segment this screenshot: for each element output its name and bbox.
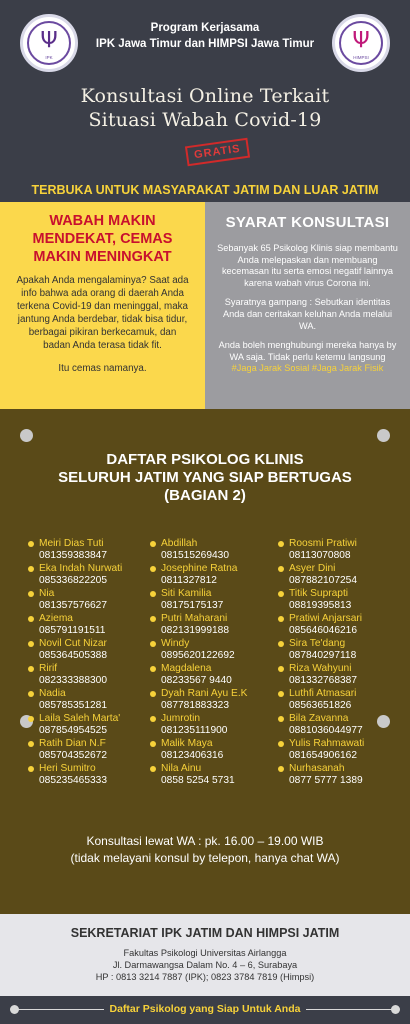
psychologist-name: Nadia — [39, 688, 66, 699]
list-item — [278, 588, 364, 613]
footer — [0, 914, 410, 996]
phone-number: 0811327812 — [161, 575, 217, 586]
psychologist-name: Windy — [161, 638, 190, 649]
anxiety-body: Apakah Anda mengalaminya? Saat ada info bahwa ada orang di daerah Anda terkena Covid-19 dan meninggal, maka jantung Anda berdebar, tidak bisa tidur, berbagai pikiran berkecamuk, dan badan Anda terasa tidak fit. — [16, 275, 189, 351]
psychologist-name: Nila Ainu — [161, 763, 202, 774]
psychologist-name: Dyah Rani Ayu E.K — [161, 688, 248, 699]
list-item — [278, 763, 364, 788]
phone-number: 087854954525 — [39, 725, 107, 736]
list-item — [28, 713, 122, 738]
ipk-logo — [20, 14, 78, 72]
phone-number: 0895620122692 — [161, 650, 235, 661]
list-item — [28, 638, 122, 663]
list-item — [278, 563, 364, 588]
list-item — [28, 563, 122, 588]
psychologist-name: Riza Wahyuni — [289, 663, 352, 674]
phone-number: 081515269430 — [161, 550, 229, 561]
psychologist-name: Eka Indah Nurwati — [39, 563, 123, 574]
list-item — [28, 738, 122, 763]
list-item — [278, 638, 364, 663]
page-title: Konsultasi Online Terkait Situasi Wabah Covid-19 — [80, 85, 330, 131]
phone-number: 081235111900 — [161, 725, 228, 736]
list-item — [150, 638, 247, 663]
phone-number: 08175175137 — [161, 600, 224, 611]
anxiety-title: WABAH MAKIN MENDEKAT, CEMAS MAKIN MENINGKAT — [32, 213, 173, 265]
psychologist-name: Magdalena — [161, 663, 212, 674]
phone-number: 0881036044977 — [289, 725, 363, 736]
audience-banner: TERBUKA UNTUK MASYARAKAT JATIM DAN LUAR JATIM — [31, 183, 379, 197]
psychologist-name: Sira Te'dang — [289, 638, 346, 649]
phone-number: 085704352672 — [39, 750, 107, 761]
list-item — [28, 663, 122, 688]
psi-icon: Ψ — [40, 28, 58, 54]
list-item — [150, 613, 247, 638]
psychologist-name: Malik Maya — [161, 738, 213, 749]
list-item — [278, 688, 364, 713]
phone-number: 085336822205 — [39, 575, 107, 586]
phone-number: 081357576627 — [39, 600, 107, 611]
decor-dot — [377, 715, 390, 728]
psychologist-name: Laila Saleh Marta' — [39, 713, 121, 724]
list-item — [150, 713, 247, 738]
phone-number: 081359383847 — [39, 550, 107, 561]
psychologist-name: Abdillah — [161, 538, 198, 549]
list-item — [150, 563, 247, 588]
psychologist-name: Nia — [39, 588, 55, 599]
list-item — [150, 763, 247, 788]
decor-dot — [20, 429, 33, 442]
phone-number: 085235465333 — [39, 775, 107, 786]
psychologist-name: Luthfi Atmasari — [289, 688, 357, 699]
list-item — [28, 538, 122, 563]
phone-number: 08123406316 — [161, 750, 224, 761]
phone-number: 087840297118 — [289, 650, 357, 661]
phone-number: 0877 5777 1389 — [289, 775, 363, 786]
hashtags: #Jaga Jarak Sosial #Jaga Jarak Fisik — [231, 363, 384, 374]
phone-number: 0858 5254 5731 — [161, 775, 235, 786]
phone-number: 085646046216 — [289, 625, 357, 636]
requirements-p1: Sebanyak 65 Psikolog Klinis siap membantu Anda melepaskan dan membuang kecemasan itu serta emosi negatif lainnya karena wabah virus Corona ini. — [217, 243, 398, 288]
list-column-1 — [28, 538, 122, 788]
phone-number: 085791191511 — [39, 625, 106, 636]
phone-number: 082333388300 — [39, 675, 107, 686]
psychologist-name: Nurhasanah — [289, 763, 345, 774]
anxiety-closing: Itu cemas namanya. — [58, 363, 147, 374]
list-item — [150, 538, 247, 563]
bottom-bar — [0, 996, 410, 1024]
ipk-logo-text: IPK — [45, 55, 53, 60]
phone-number: 08113070808 — [289, 550, 351, 561]
requirements-title: SYARAT KONSULTASI — [225, 214, 390, 231]
himpsi-logo — [332, 14, 390, 72]
psychologist-name: Putri Maharani — [161, 613, 228, 624]
psychologist-name: Josephine Ratna — [161, 563, 238, 574]
psychologist-name: Roosmi Pratiwi — [289, 538, 357, 549]
psychologist-name: Ratih Dian N.F — [39, 738, 106, 749]
phone-number: 082131999188 — [161, 625, 229, 636]
list-column-3 — [278, 538, 364, 788]
psychologist-name: Pratiwi Anjarsari — [289, 613, 363, 624]
list-item — [150, 588, 247, 613]
psychologist-name: Bila Zavanna — [289, 713, 349, 724]
header — [0, 0, 410, 175]
gratis-stamp: GRATIS — [185, 138, 250, 167]
psychologist-name: Titik Suprapti — [289, 588, 349, 599]
psychologist-name: Meiri Dias Tuti — [39, 538, 104, 549]
psychologist-list-section — [0, 409, 410, 914]
list-item — [150, 688, 247, 713]
psychologist-name: Ririf — [39, 663, 58, 674]
phone-number: 085364505388 — [39, 650, 107, 661]
program-text: Program Kerjasama IPK Jawa Timur dan HIMPSI Jawa Timur — [95, 22, 315, 50]
himpsi-logo-text: HIMPSI — [353, 55, 369, 60]
anxiety-panel — [0, 202, 205, 409]
footer-title: SEKRETARIAT IPK JATIM DAN HIMPSI JATIM — [70, 926, 340, 940]
consultation-hours: Konsultasi lewat WA : pk. 16.00 – 19.00 WIB (tidak melayani konsul by telepon, hanya chat WA) — [70, 834, 340, 865]
bottom-bar-text: Daftar Psikolog yang Siap Untuk Anda — [104, 1003, 307, 1015]
list-item — [278, 713, 364, 738]
psychologist-name: Heri Sumitro — [39, 763, 96, 774]
psychologist-name: Siti Kamilia — [161, 588, 212, 599]
requirements-panel — [205, 202, 410, 409]
requirements-p3: Anda boleh menghubungi mereka hanya by WA saja. Tidak perlu ketemu langsung #Jaga Jarak Sosial #Jaga Jarak Fisik — [218, 340, 397, 374]
phone-number: 085785351281 — [39, 700, 107, 711]
psychologist-name: Aziema — [39, 613, 73, 624]
list-item — [28, 588, 122, 613]
psi-icon: Ψ — [352, 28, 370, 54]
phone-number: 087781883323 — [161, 700, 229, 711]
footer-address: Fakultas Psikologi Universitas Airlangga Jl. Darmawangsa Dalam No. 4 – 6, Surabaya HP : 0813 3214 7887 (IPK); 0823 3784 7819 (Himpsi) — [95, 948, 315, 982]
phone-number: 081654906162 — [289, 750, 357, 761]
decor-dot — [377, 429, 390, 442]
psychologist-name: Asyer Dini — [289, 563, 336, 574]
list-item — [28, 763, 122, 788]
phone-number: 081332768387 — [289, 675, 357, 686]
phone-number: 08563651826 — [289, 700, 352, 711]
list-item — [278, 613, 364, 638]
phone-number: 08233567 9440 — [161, 675, 232, 686]
psychologist-name: Jumrotin — [161, 713, 201, 724]
list-item — [150, 738, 247, 763]
psychologist-name: Novil Cut Nizar — [39, 638, 107, 649]
list-item — [278, 538, 364, 563]
list-item — [28, 613, 122, 638]
list-column-2 — [150, 538, 247, 788]
list-item — [278, 738, 364, 763]
psychologist-name: Yulis Rahmawati — [289, 738, 365, 749]
list-item — [150, 663, 247, 688]
phone-number: 087882107254 — [289, 575, 357, 586]
list-item — [28, 688, 122, 713]
list-title: DAFTAR PSIKOLOG KLINIS SELURUH JATIM YANG SIAP BERTUGAS (BAGIAN 2) — [58, 451, 352, 504]
phone-number: 08819395813 — [289, 600, 352, 611]
list-item — [278, 663, 364, 688]
requirements-p2: Syaratnya gampang : Sebutkan identitas Anda dan ceritakan keluhan Anda melalui WA. — [222, 297, 393, 331]
